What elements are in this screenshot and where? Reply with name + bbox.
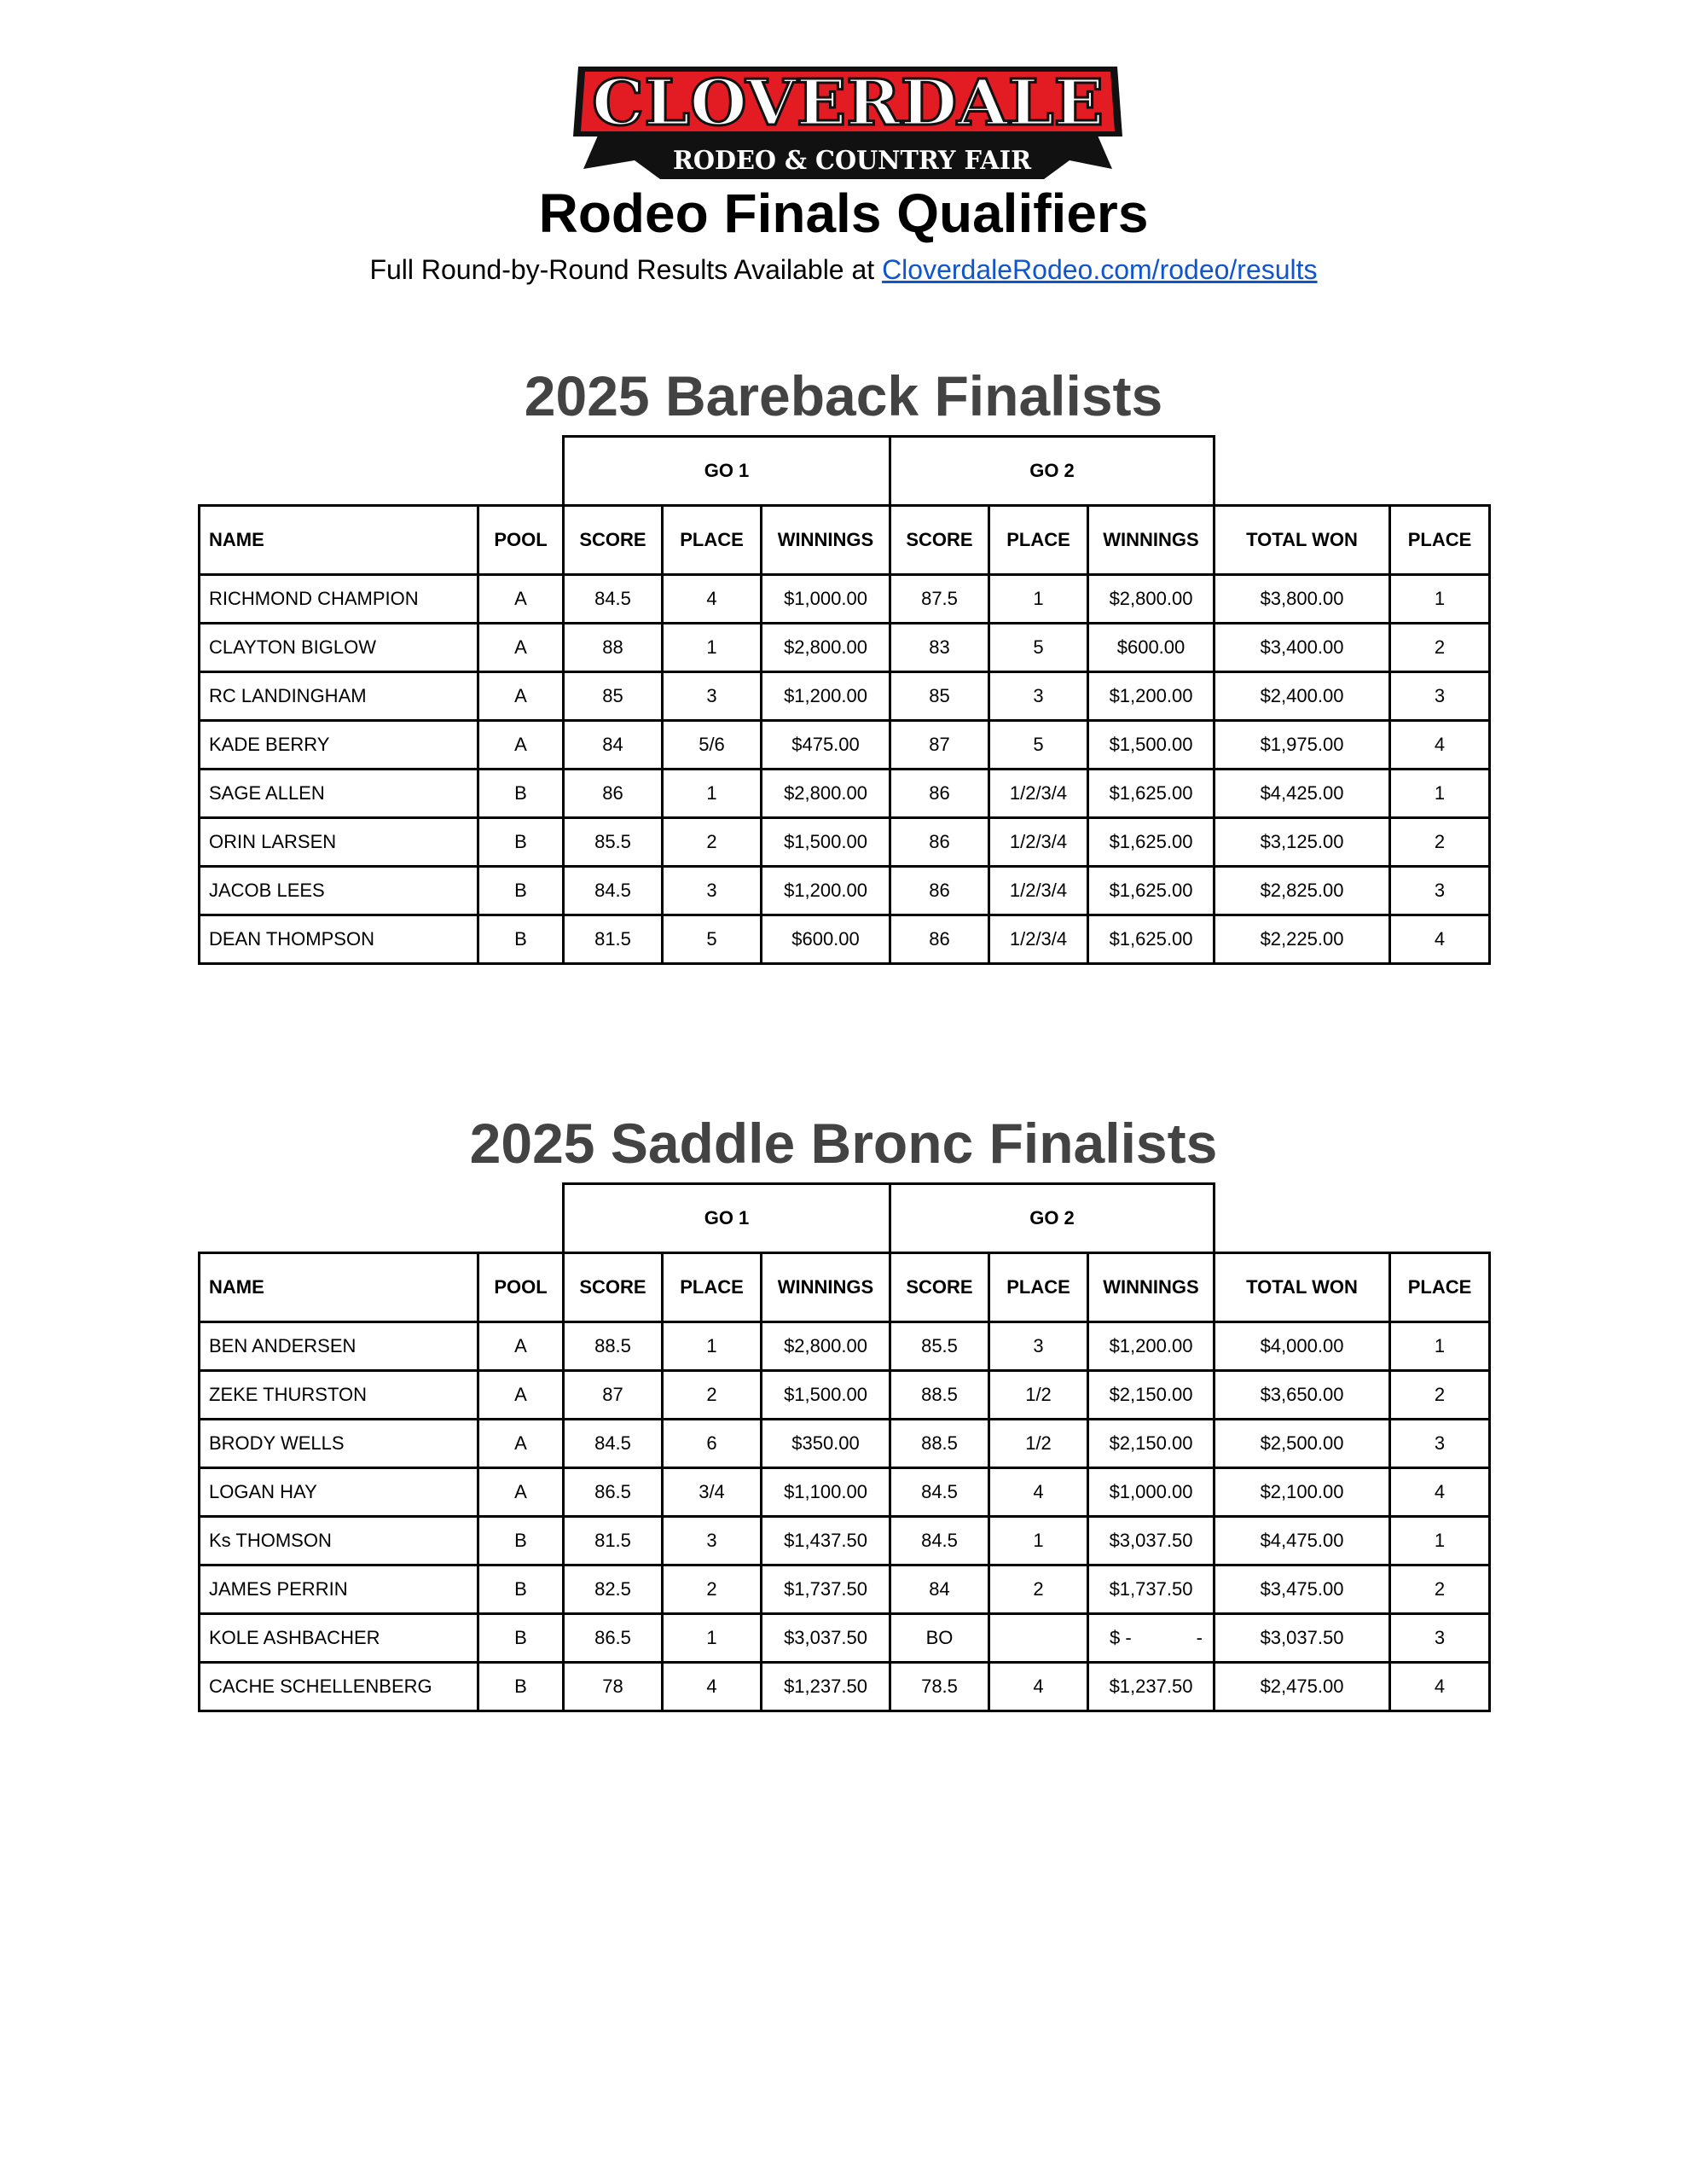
- rider-name-cell: RICHMOND CHAMPION: [200, 575, 478, 624]
- go1-score-cell: 78: [564, 1663, 663, 1711]
- total-won-header: TOTAL WON: [1215, 506, 1390, 575]
- go1-place-cell: 1: [663, 770, 762, 818]
- pool-cell: B: [478, 915, 564, 964]
- winnings-dash: -: [1196, 1627, 1203, 1648]
- table-row: [200, 1517, 1490, 1565]
- go1-winnings-header: WINNINGS: [762, 1253, 890, 1322]
- winnings-currency: $ -: [1110, 1627, 1132, 1648]
- go2-winnings-cell: $1,000.00: [1088, 1468, 1215, 1517]
- go1-winnings-header: WINNINGS: [762, 506, 890, 575]
- rider-name-cell: CLAYTON BIGLOW: [200, 624, 478, 672]
- go2-place-cell: [989, 1614, 1088, 1663]
- go1-header: GO 1: [564, 437, 890, 506]
- total-won-cell: $2,825.00: [1215, 867, 1390, 915]
- final-place-header: PLACE: [1390, 1253, 1490, 1322]
- go1-winnings-cell: $1,500.00: [762, 818, 890, 867]
- go1-score-cell: 87: [564, 1371, 663, 1420]
- total-won-cell: $2,500.00: [1215, 1420, 1390, 1468]
- go2-place-cell: 4: [989, 1468, 1088, 1517]
- go2-place-cell: 1/2/3/4: [989, 770, 1088, 818]
- final-place-cell: 1: [1390, 1517, 1490, 1565]
- go1-winnings-cell: $1,100.00: [762, 1468, 890, 1517]
- saddle-bronc-results-table: [198, 1182, 1491, 1712]
- go2-winnings-cell: $2,150.00: [1088, 1371, 1215, 1420]
- final-place-cell: 4: [1390, 721, 1490, 770]
- go2-place-cell: 1: [989, 1517, 1088, 1565]
- total-won-cell: $3,650.00: [1215, 1371, 1390, 1420]
- go2-score-cell: 85.5: [890, 1322, 989, 1371]
- pool-cell: B: [478, 818, 564, 867]
- name-header: NAME: [200, 506, 478, 575]
- go2-winnings-cell: $1,625.00: [1088, 818, 1215, 867]
- go1-score-cell: 81.5: [564, 1517, 663, 1565]
- go1-score-cell: 86.5: [564, 1614, 663, 1663]
- go2-winnings-cell: $2,150.00: [1088, 1420, 1215, 1468]
- go1-score-cell: 88: [564, 624, 663, 672]
- go2-winnings-header: WINNINGS: [1088, 506, 1215, 575]
- final-place-cell: 2: [1390, 818, 1490, 867]
- table-row: [200, 1420, 1490, 1468]
- go2-place-cell: 1/2: [989, 1371, 1088, 1420]
- column-header-row: [200, 506, 1490, 575]
- go1-winnings-cell: $2,800.00: [762, 624, 890, 672]
- go-round-header-row: [200, 1184, 1490, 1253]
- total-won-cell: $3,400.00: [1215, 624, 1390, 672]
- go1-place-cell: 3: [663, 1517, 762, 1565]
- go1-header: GO 1: [564, 1184, 890, 1253]
- rider-name-cell: JAMES PERRIN: [200, 1565, 478, 1614]
- total-won-cell: $3,125.00: [1215, 818, 1390, 867]
- go1-score-cell: 86.5: [564, 1468, 663, 1517]
- go1-place-cell: 4: [663, 575, 762, 624]
- pool-cell: A: [478, 1420, 564, 1468]
- go2-score-header: SCORE: [890, 506, 989, 575]
- go2-score-cell: 78.5: [890, 1663, 989, 1711]
- total-won-cell: $3,800.00: [1215, 575, 1390, 624]
- table-row: [200, 624, 1490, 672]
- table-row: [200, 818, 1490, 867]
- go2-score-cell: 84: [890, 1565, 989, 1614]
- go2-place-cell: 3: [989, 672, 1088, 721]
- go2-place-cell: 5: [989, 624, 1088, 672]
- go2-score-header: SCORE: [890, 1253, 989, 1322]
- go2-score-cell: 86: [890, 770, 989, 818]
- total-won-cell: $4,475.00: [1215, 1517, 1390, 1565]
- go2-score-cell: BO: [890, 1614, 989, 1663]
- go2-score-cell: 86: [890, 818, 989, 867]
- go1-score-cell: 85: [564, 672, 663, 721]
- go2-winnings-cell: $1,737.50: [1088, 1565, 1215, 1614]
- go2-score-cell: 85: [890, 672, 989, 721]
- blank-cell: [1215, 1184, 1490, 1253]
- go1-score-cell: 84.5: [564, 575, 663, 624]
- pool-cell: B: [478, 770, 564, 818]
- go2-place-cell: 1/2/3/4: [989, 867, 1088, 915]
- pool-cell: A: [478, 575, 564, 624]
- go1-winnings-cell: $1,437.50: [762, 1517, 890, 1565]
- go1-score-cell: 84.5: [564, 1420, 663, 1468]
- go1-score-cell: 82.5: [564, 1565, 663, 1614]
- go2-place-cell: 5: [989, 721, 1088, 770]
- final-place-cell: 1: [1390, 575, 1490, 624]
- go1-place-cell: 2: [663, 1371, 762, 1420]
- cloverdale-rodeo-logo: [566, 51, 1129, 179]
- go2-score-cell: 87.5: [890, 575, 989, 624]
- name-header: NAME: [200, 1253, 478, 1322]
- final-place-cell: 3: [1390, 672, 1490, 721]
- go2-place-cell: 1/2/3/4: [989, 818, 1088, 867]
- go2-winnings-cell: $1,500.00: [1088, 721, 1215, 770]
- total-won-cell: $3,037.50: [1215, 1614, 1390, 1663]
- pool-cell: B: [478, 1517, 564, 1565]
- pool-cell: A: [478, 1322, 564, 1371]
- table-row: [200, 915, 1490, 964]
- go-round-header-row: [200, 437, 1490, 506]
- go2-place-cell: 2: [989, 1565, 1088, 1614]
- go1-score-cell: 84.5: [564, 867, 663, 915]
- go2-winnings-cell: $1,625.00: [1088, 867, 1215, 915]
- pool-cell: A: [478, 1468, 564, 1517]
- pool-cell: B: [478, 1565, 564, 1614]
- pool-cell: B: [478, 1663, 564, 1711]
- total-won-cell: $1,975.00: [1215, 721, 1390, 770]
- table-row: [200, 1468, 1490, 1517]
- final-place-cell: 1: [1390, 770, 1490, 818]
- go1-place-cell: 4: [663, 1663, 762, 1711]
- go2-winnings-header: WINNINGS: [1088, 1253, 1215, 1322]
- go2-winnings-cell: $2,800.00: [1088, 575, 1215, 624]
- total-won-cell: $3,475.00: [1215, 1565, 1390, 1614]
- go1-winnings-cell: $2,800.00: [762, 770, 890, 818]
- final-place-cell: 2: [1390, 624, 1490, 672]
- table-row: [200, 770, 1490, 818]
- rider-name-cell: BRODY WELLS: [200, 1420, 478, 1468]
- rider-name-cell: KADE BERRY: [200, 721, 478, 770]
- logo-tagline-text: RODEO & COUNTRY FAIR: [673, 146, 1033, 176]
- go2-header: GO 2: [890, 437, 1215, 506]
- rider-name-cell: JACOB LEES: [200, 867, 478, 915]
- column-header-row: [200, 1253, 1490, 1322]
- bareback-section-title: 2025 Bareback Finalists: [524, 364, 1163, 427]
- final-place-cell: 3: [1390, 1614, 1490, 1663]
- go1-winnings-cell: $3,037.50: [762, 1614, 890, 1663]
- go1-winnings-cell: $1,737.50: [762, 1565, 890, 1614]
- rider-name-cell: RC LANDINGHAM: [200, 672, 478, 721]
- go2-place-cell: 1: [989, 575, 1088, 624]
- go1-place-cell: 3: [663, 672, 762, 721]
- final-place-header: PLACE: [1390, 506, 1490, 575]
- pool-cell: A: [478, 624, 564, 672]
- pool-header: POOL: [478, 1253, 564, 1322]
- go2-place-cell: 4: [989, 1663, 1088, 1711]
- go1-place-cell: 1: [663, 1322, 762, 1371]
- go1-place-cell: 6: [663, 1420, 762, 1468]
- go2-winnings-cell: $1,237.50: [1088, 1663, 1215, 1711]
- go2-place-header: PLACE: [989, 1253, 1088, 1322]
- rider-name-cell: BEN ANDERSEN: [200, 1322, 478, 1371]
- go2-winnings-cell: $1,625.00: [1088, 770, 1215, 818]
- total-won-cell: $4,000.00: [1215, 1322, 1390, 1371]
- table-row: [200, 1614, 1490, 1663]
- final-place-cell: 1: [1390, 1322, 1490, 1371]
- go2-score-cell: 86: [890, 915, 989, 964]
- pool-header: POOL: [478, 506, 564, 575]
- final-place-cell: 4: [1390, 915, 1490, 964]
- rider-name-cell: DEAN THOMPSON: [200, 915, 478, 964]
- rider-name-cell: ZEKE THURSTON: [200, 1371, 478, 1420]
- rider-name-cell: KOLE ASHBACHER: [200, 1614, 478, 1663]
- go1-score-cell: 88.5: [564, 1322, 663, 1371]
- total-won-cell: $2,475.00: [1215, 1663, 1390, 1711]
- go2-winnings-cell: $1,200.00: [1088, 672, 1215, 721]
- blank-cell: [200, 1184, 564, 1253]
- go1-winnings-cell: $1,200.00: [762, 867, 890, 915]
- bareback-results-table: [198, 435, 1491, 965]
- table-row: [200, 1322, 1490, 1371]
- saddle-bronc-section-title: 2025 Saddle Bronc Finalists: [469, 1112, 1218, 1175]
- go1-winnings-cell: $1,500.00: [762, 1371, 890, 1420]
- rider-name-cell: SAGE ALLEN: [200, 770, 478, 818]
- table-row: [200, 721, 1490, 770]
- final-place-cell: 4: [1390, 1663, 1490, 1711]
- table-row: [200, 672, 1490, 721]
- go2-score-cell: 88.5: [890, 1371, 989, 1420]
- go2-place-cell: 3: [989, 1322, 1088, 1371]
- final-place-cell: 3: [1390, 867, 1490, 915]
- pool-cell: A: [478, 1371, 564, 1420]
- results-link[interactable]: CloverdaleRodeo.com/rodeo/results: [882, 254, 1318, 285]
- final-place-cell: 2: [1390, 1565, 1490, 1614]
- rider-name-cell: ORIN LARSEN: [200, 818, 478, 867]
- pool-cell: A: [478, 721, 564, 770]
- go1-winnings-cell: $1,237.50: [762, 1663, 890, 1711]
- go2-score-cell: 88.5: [890, 1420, 989, 1468]
- table-row: [200, 1371, 1490, 1420]
- go1-winnings-cell: $600.00: [762, 915, 890, 964]
- table-row: [200, 867, 1490, 915]
- go2-score-cell: 86: [890, 867, 989, 915]
- total-won-header: TOTAL WON: [1215, 1253, 1390, 1322]
- table-row: [200, 1565, 1490, 1614]
- go1-winnings-cell: $475.00: [762, 721, 890, 770]
- go2-score-cell: 83: [890, 624, 989, 672]
- go1-place-cell: 1: [663, 1614, 762, 1663]
- go2-winnings-cell: $1,625.00: [1088, 915, 1215, 964]
- rider-name-cell: LOGAN HAY: [200, 1468, 478, 1517]
- final-place-cell: 2: [1390, 1371, 1490, 1420]
- go1-place-header: PLACE: [663, 506, 762, 575]
- go2-winnings-cell: $600.00: [1088, 624, 1215, 672]
- logo-brand-text: CLOVERDALE: [592, 67, 1104, 140]
- total-won-cell: $4,425.00: [1215, 770, 1390, 818]
- go1-score-cell: 84: [564, 721, 663, 770]
- go1-place-cell: 2: [663, 1565, 762, 1614]
- subtitle-text: Full Round-by-Round Results Available at: [369, 254, 883, 285]
- table-row: [200, 575, 1490, 624]
- final-place-cell: 3: [1390, 1420, 1490, 1468]
- results-subtitle: [0, 253, 1687, 287]
- go2-winnings-cell: $3,037.50: [1088, 1517, 1215, 1565]
- go2-place-cell: 1/2: [989, 1420, 1088, 1468]
- go2-winnings-cell: [1088, 1614, 1215, 1663]
- go1-score-cell: 86: [564, 770, 663, 818]
- go1-place-cell: 5: [663, 915, 762, 964]
- go2-place-cell: 1/2/3/4: [989, 915, 1088, 964]
- go1-place-cell: 3: [663, 867, 762, 915]
- pool-cell: A: [478, 672, 564, 721]
- go1-score-header: SCORE: [564, 1253, 663, 1322]
- go1-place-cell: 2: [663, 818, 762, 867]
- table-row: [200, 1663, 1490, 1711]
- go1-score-cell: 85.5: [564, 818, 663, 867]
- go1-winnings-cell: $1,200.00: [762, 672, 890, 721]
- go1-score-header: SCORE: [564, 506, 663, 575]
- go2-score-cell: 87: [890, 721, 989, 770]
- pool-cell: B: [478, 867, 564, 915]
- page-title: Rodeo Finals Qualifiers: [538, 183, 1149, 244]
- go2-place-header: PLACE: [989, 506, 1088, 575]
- go2-header: GO 2: [890, 1184, 1215, 1253]
- rider-name-cell: CACHE SCHELLENBERG: [200, 1663, 478, 1711]
- pool-cell: B: [478, 1614, 564, 1663]
- total-won-cell: $2,400.00: [1215, 672, 1390, 721]
- go2-winnings-cell: $1,200.00: [1088, 1322, 1215, 1371]
- total-won-cell: $2,225.00: [1215, 915, 1390, 964]
- go1-place-cell: 5/6: [663, 721, 762, 770]
- go1-place-cell: 3/4: [663, 1468, 762, 1517]
- go1-place-cell: 1: [663, 624, 762, 672]
- go1-score-cell: 81.5: [564, 915, 663, 964]
- go1-winnings-cell: $350.00: [762, 1420, 890, 1468]
- rider-name-cell: Ks THOMSON: [200, 1517, 478, 1565]
- blank-cell: [1215, 437, 1490, 506]
- go1-place-header: PLACE: [663, 1253, 762, 1322]
- go1-winnings-cell: $2,800.00: [762, 1322, 890, 1371]
- blank-cell: [200, 437, 564, 506]
- go1-winnings-cell: $1,000.00: [762, 575, 890, 624]
- go2-score-cell: 84.5: [890, 1517, 989, 1565]
- go2-score-cell: 84.5: [890, 1468, 989, 1517]
- final-place-cell: 4: [1390, 1468, 1490, 1517]
- total-won-cell: $2,100.00: [1215, 1468, 1390, 1517]
